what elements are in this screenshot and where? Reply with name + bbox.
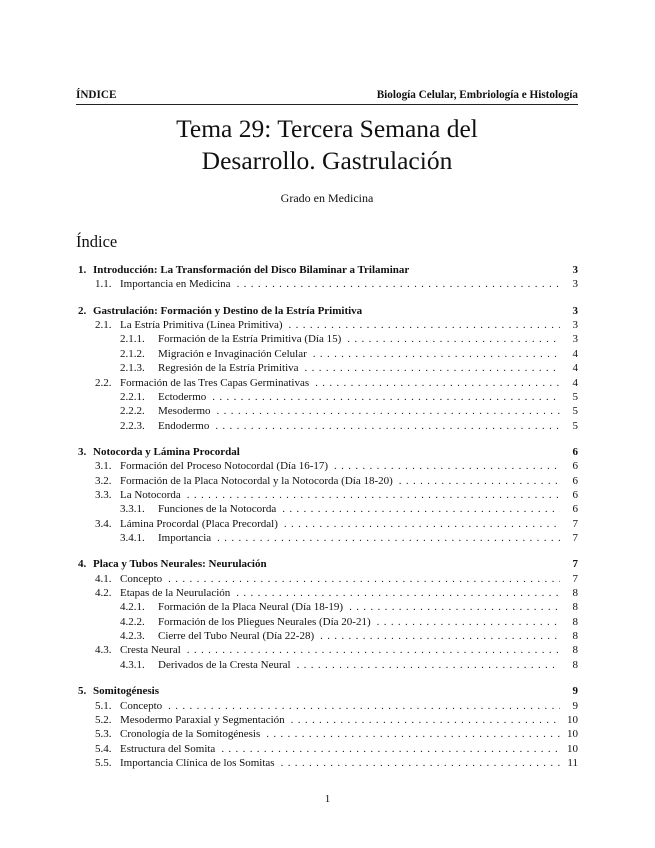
- toc-leader-dots: [291, 713, 560, 727]
- toc-entry-number: 3.4.: [95, 517, 112, 530]
- toc-entry-number: 4.1.: [95, 572, 112, 585]
- toc-entry-page: 8: [572, 658, 578, 671]
- toc-entry-page: 6: [572, 503, 578, 516]
- toc-entry[interactable]: [95, 474, 578, 488]
- toc-entry-title: Formación de los Pliegues Neurales (Día 20-21): [158, 615, 371, 628]
- toc-entry-number: 2.2.1.: [120, 390, 145, 403]
- toc-entry[interactable]: [120, 361, 578, 375]
- toc-entry-page: 8: [572, 630, 578, 643]
- toc-leader-dots: [334, 459, 560, 473]
- toc-entry-title: Estructura del Somita: [120, 742, 216, 755]
- toc-leader-dots: [187, 488, 560, 502]
- toc-leader-dots: [282, 502, 560, 516]
- toc-entry[interactable]: [95, 459, 578, 473]
- toc-entry-title: Notocorda y Lámina Procordal: [93, 445, 240, 458]
- toc-entry-number: 3.3.: [95, 488, 112, 501]
- toc-entry[interactable]: [78, 263, 578, 277]
- toc-entry-number: 2.2.2.: [120, 405, 145, 418]
- toc-entry[interactable]: [95, 488, 578, 502]
- toc-entry-number: 2.1.3.: [120, 362, 145, 375]
- toc-entry-title: Mesodermo: [158, 405, 211, 418]
- toc-entry-page: 10: [567, 728, 578, 741]
- toc-leader-dots: [320, 629, 560, 643]
- toc-entry[interactable]: [120, 629, 578, 643]
- toc-entry-title: Regresión de la Estría Primitiva: [158, 362, 299, 375]
- toc-entry[interactable]: [120, 600, 578, 614]
- toc-entry-number: 4.2.: [95, 587, 112, 599]
- document-subtitle: Grado en Medicina: [280, 191, 374, 205]
- toc-entry-title: La Notocorda: [120, 488, 181, 501]
- toc-entry[interactable]: [95, 572, 578, 586]
- toc-entry[interactable]: [120, 404, 578, 418]
- toc-leader-dots: [377, 615, 560, 629]
- toc-entry-page: 7: [572, 517, 578, 530]
- toc-entry-page: 4: [572, 376, 578, 389]
- toc-entry-title: Cierre del Tubo Neural (Día 22-28): [158, 630, 315, 643]
- document-title: [76, 113, 578, 177]
- toc-heading: Índice: [76, 232, 118, 251]
- toc-entry-title: Migración e Invaginación Celular: [158, 347, 307, 360]
- toc-entry-number: 4.2.3.: [120, 630, 145, 643]
- toc-entry-number: 4.3.: [95, 644, 112, 657]
- toc-entry-page: 3: [572, 319, 578, 332]
- toc-leader-dots: [217, 404, 560, 418]
- toc-entry-number: 1.1.: [95, 278, 112, 291]
- toc-entry-title: Importancia en Medicina: [120, 278, 231, 291]
- header-rule: [76, 104, 578, 105]
- toc-entry-title: Endodermo: [158, 419, 210, 432]
- toc-entry[interactable]: [120, 332, 578, 346]
- toc-leader-dots: [215, 419, 560, 433]
- toc-leader-dots: [284, 517, 560, 531]
- toc-entry[interactable]: [120, 658, 578, 672]
- toc-entry-page: 5: [572, 419, 578, 432]
- toc-entry[interactable]: [95, 586, 578, 600]
- toc-entry[interactable]: [95, 318, 578, 332]
- toc-entry[interactable]: [95, 277, 578, 291]
- toc-entry-number: 5.5.: [95, 756, 112, 769]
- toc-entry-number: 1.: [78, 264, 87, 276]
- toc-entry-number: 5.3.: [95, 728, 112, 741]
- toc-entry-title: Formación de la Placa Notocordal y la Notocorda (Día 18-20): [120, 474, 393, 487]
- toc-entry-title: Formación del Proceso Notocordal (Día 16-17): [120, 460, 329, 473]
- toc-leader-dots: [297, 658, 560, 672]
- toc-entry[interactable]: [95, 713, 578, 727]
- toc-entry-title: Introducción: La Transformación del Disco Bilaminar a Trilaminar: [93, 264, 410, 276]
- toc-leader-dots: [212, 390, 560, 404]
- toc-entry-page: 8: [572, 587, 578, 599]
- toc-entry-page: 9: [572, 685, 578, 698]
- toc-leader-dots: [399, 474, 560, 488]
- toc-entry-title: Concepto: [120, 699, 163, 712]
- toc-entry-title: Cronología de la Somitogénesis: [120, 728, 261, 741]
- toc-leader-dots: [305, 361, 560, 375]
- toc-entry[interactable]: [78, 684, 578, 698]
- toc-leader-dots: [168, 572, 560, 586]
- toc-entry-number: 2.1.1.: [120, 333, 145, 346]
- toc-leader-dots: [236, 586, 560, 600]
- toc-entry-page: 3: [572, 333, 578, 346]
- toc-entry[interactable]: [120, 347, 578, 361]
- toc-entry-page: 8: [572, 601, 578, 614]
- toc-entry-number: 3.1.: [95, 460, 112, 473]
- toc-entry[interactable]: [95, 643, 578, 657]
- toc-entry-page: 6: [572, 460, 578, 473]
- toc-entry-number: 2.1.: [95, 319, 112, 332]
- toc-leader-dots: [281, 756, 560, 770]
- toc-leader-dots: [289, 318, 560, 332]
- toc-entry-title: Derivados de la Cresta Neural: [158, 658, 291, 671]
- toc-entry-page: 8: [572, 644, 578, 657]
- toc-entry-title: Formación de las Tres Capas Germinativas: [120, 376, 310, 389]
- toc-entry-title: Concepto: [120, 572, 163, 585]
- toc-entry-title: Mesodermo Paraxial y Segmentación: [120, 713, 285, 726]
- toc-entry[interactable]: [95, 699, 578, 713]
- toc-entry-title: Funciones de la Notocorda: [158, 503, 277, 516]
- toc-entry[interactable]: [120, 502, 578, 516]
- toc-entry-number: 3.4.1.: [120, 532, 145, 544]
- toc-entry-number: 4.2.1.: [120, 601, 145, 614]
- toc-entry[interactable]: [120, 419, 578, 433]
- toc-entry-page: 10: [567, 742, 578, 755]
- toc-leader-dots: [237, 277, 560, 291]
- toc-entry[interactable]: [120, 615, 578, 629]
- toc-entry-page: 6: [572, 474, 578, 487]
- toc-entry-number: 3.: [78, 445, 87, 458]
- toc-entry-page: 7: [572, 558, 578, 571]
- toc-leader-dots: [221, 742, 560, 756]
- toc-entry[interactable]: [95, 517, 578, 531]
- toc-entry-number: 3.3.1.: [120, 503, 145, 516]
- header-left: ÍNDICE: [76, 89, 117, 101]
- toc-entry[interactable]: [95, 742, 578, 756]
- toc-entry-page: 5: [572, 405, 578, 418]
- toc-leader-dots: [266, 727, 560, 741]
- toc-leader-dots: [347, 332, 560, 346]
- toc-entry[interactable]: [120, 531, 578, 545]
- toc-entry-page: 3: [572, 264, 578, 276]
- toc-leader-dots: [168, 699, 560, 713]
- toc-entry-page: 9: [572, 699, 578, 712]
- toc-entry-number: 5.1.: [95, 699, 112, 712]
- toc-entry[interactable]: [120, 390, 578, 404]
- title-line-2: Desarrollo. Gastrulación: [201, 146, 453, 175]
- toc-entry-number: 5.2.: [95, 713, 112, 726]
- header-right: Biología Celular, Embriología e Histología: [376, 89, 578, 101]
- toc-entry-number: 4.2.2.: [120, 615, 145, 628]
- toc-entry[interactable]: [95, 727, 578, 741]
- toc-entry-page: 10: [567, 713, 578, 726]
- toc-entry-page: 4: [572, 347, 578, 360]
- page-number: 1: [324, 793, 331, 805]
- toc-entry-number: 2.: [78, 304, 87, 317]
- toc-leader-dots: [217, 531, 560, 545]
- toc-leader-dots: [313, 347, 560, 361]
- toc-entry-title: Importancia: [158, 532, 212, 544]
- toc-entry-page: 5: [572, 390, 578, 403]
- toc-entry-number: 2.2.: [95, 376, 112, 389]
- toc-entry-title: Gastrulación: Formación y Destino de la Estría Primitiva: [93, 304, 363, 317]
- toc-entry-page: 6: [572, 445, 578, 458]
- toc-entry-page: 7: [572, 572, 578, 585]
- toc-entry-number: 5.4.: [95, 742, 112, 755]
- toc-entry-page: 7: [572, 532, 578, 544]
- toc-leader-dots: [315, 376, 560, 390]
- toc-entry[interactable]: [78, 304, 578, 318]
- toc-entry-title: Importancia Clínica de los Somitas: [120, 756, 275, 769]
- toc-entry-number: 4.3.1.: [120, 658, 145, 671]
- toc-entry-title: Etapas de la Neurulación: [120, 587, 231, 599]
- toc-entry-number: 3.2.: [95, 474, 112, 487]
- title-line-1: Tema 29: Tercera Semana del: [176, 114, 478, 143]
- toc-entry-title: Cresta Neural: [120, 644, 181, 657]
- toc-entry[interactable]: [78, 445, 578, 459]
- toc-entry-number: 5.: [78, 685, 87, 698]
- toc-entry-title: Somitogénesis: [93, 685, 159, 698]
- toc-entry-title: Formación de la Placa Neural (Día 18-19): [158, 601, 344, 614]
- toc-entry-page: 8: [572, 615, 578, 628]
- toc-entry-page: 6: [572, 488, 578, 501]
- toc-leader-dots: [187, 643, 560, 657]
- toc-entry-number: 2.2.3.: [120, 419, 145, 432]
- toc-entry-page: 11: [567, 756, 578, 769]
- toc-entry-title: La Estría Primitiva (Línea Primitiva): [120, 319, 283, 332]
- toc-entry[interactable]: [95, 376, 578, 390]
- toc-entry[interactable]: [78, 557, 578, 571]
- toc-entry-page: 3: [572, 304, 578, 317]
- toc-entry-title: Formación de la Estría Primitiva (Día 15): [158, 333, 342, 346]
- toc-entry-number: 2.1.2.: [120, 347, 145, 360]
- toc-entry-number: 4.: [78, 558, 87, 571]
- toc-entry-title: Lámina Procordal (Placa Precordal): [120, 517, 278, 530]
- toc-entry-title: Ectodermo: [158, 390, 207, 403]
- toc-leader-dots: [349, 600, 560, 614]
- toc-entry-page: 3: [572, 278, 578, 291]
- toc-entry[interactable]: [95, 756, 578, 770]
- toc-entry-page: 4: [572, 362, 578, 375]
- toc-entry-title: Placa y Tubos Neurales: Neurulación: [93, 558, 267, 571]
- running-header: [76, 89, 578, 101]
